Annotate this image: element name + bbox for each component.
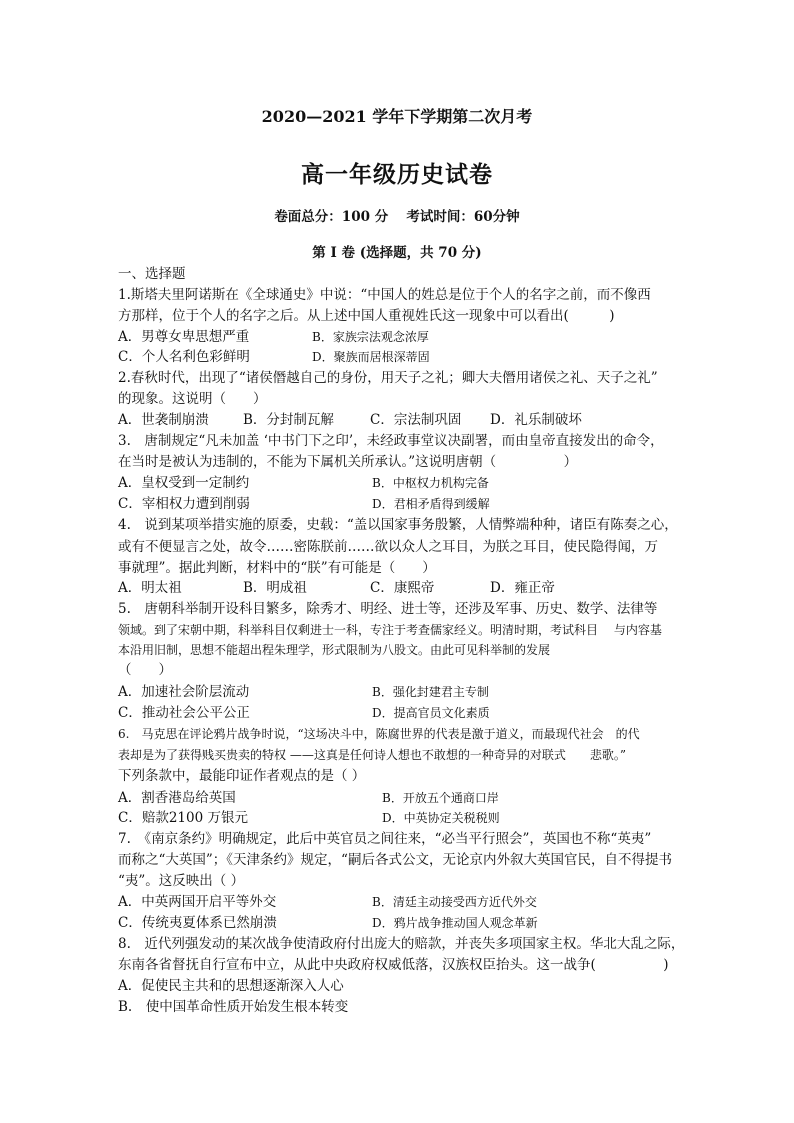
question-stem-line: 4. 说到某项举措实施的原委，史载：“盖以国家事务殷繁，人情弊端种种，诸臣有陈奏之心，: [118, 517, 678, 533]
question-stem-line: 本沿用旧制，思想不能超出程朱理学，形式限制为八股文。由此可见科举制的发展: [118, 643, 551, 657]
question-stem-line: 表却是为了获得贱买贵卖的特权 ——这真是任何诗人想也不敢想的一种奇异的对联式 悲歌。”: [118, 748, 626, 762]
question-stem-line: 5. 唐朝科举制开设科目繁多，除秀才、明经、进士等，还涉及军事、历史、数学、法律等: [118, 601, 658, 617]
option-d: D．提高官员文化素质: [372, 706, 490, 720]
option-d: D．鸦片战争推动国人观念革新: [372, 916, 538, 930]
option-c: C．传统夷夏体系已然崩溃: [118, 915, 277, 931]
question-stem-line: 8. 近代列强发动的某次战争使清政府付出庞大的赔款，并丧失多项国家主权。华北大乱之际，: [118, 936, 685, 952]
option-d: D．君相矛盾得到缓解: [372, 497, 490, 511]
option-b: B．开放五个通商口岸: [382, 791, 499, 805]
option-d: D．聚族而居根深蒂固: [312, 350, 430, 364]
question-stem-line: 东南各省督抚自行宣布中立，从此中央政府权威低落，汉族权臣抬头。这一战争( ): [118, 957, 669, 973]
option-a: A．加速社会阶层流动: [118, 684, 250, 700]
section-heading: 一、选择题: [118, 266, 186, 282]
exam-title: 2020—2021 学年下学期第二次月考: [261, 107, 533, 126]
score-time-info: 卷面总分：100 分 考试时间：60分钟: [274, 209, 520, 225]
option-b: B．强化封建君主专制: [372, 685, 489, 699]
option-c: C．宰相权力遭到削弱: [118, 496, 250, 512]
option-d: D．中英协定关税税则: [382, 811, 500, 825]
option-b: B. 使中国革命性质开始发生根本转变: [118, 999, 349, 1015]
question-stem-line: 1.斯塔夫里阿诺斯在《全球通史》中说：“中国人的姓总是位于个人的名字之前，而不像西: [118, 287, 651, 303]
question-stem-line: 下列条款中，最能印证作者观点的是（ ）: [118, 768, 366, 784]
question-stem-line: 事就理”。据此判断，材料中的“朕”有可能是（ ）: [118, 560, 436, 576]
option-d: D．礼乐制破坏: [490, 412, 582, 428]
part-title: 第 Ⅰ 卷 (选择题，共 70 分): [312, 245, 482, 261]
option-b: B．家族宗法观念浓厚: [312, 330, 429, 344]
option-c: C．赔款2100 万银元: [118, 810, 248, 826]
option-b: B．明成祖: [243, 580, 307, 596]
question-stem-line: 领域。到了宋朝中期，科举科目仅剩进士一科，专注于考查儒家经义。明清时期，考试科目 与内容基: [118, 623, 662, 637]
paper-title: 高一年级历史试卷: [301, 161, 493, 188]
option-a: A．世袭制崩溃: [118, 412, 209, 428]
option-c: C．宗法制巩固: [370, 412, 462, 428]
option-c: C．个人名利色彩鲜明: [118, 349, 250, 365]
option-a: A．皇权受到一定制约: [118, 475, 250, 491]
option-a: A．男尊女卑思想严重: [118, 329, 250, 345]
question-stem-line: 2.春秋时代，出现了“诸侯僭越自己的身份，用天子之礼；卿大夫僭用诸侯之礼、天子之礼”: [118, 370, 658, 386]
question-stem-line: 6. 马克思在评论鸦片战争时说，“这场决斗中，陈腐世界的代表是激于道义，而最现代社会 的代: [118, 727, 640, 741]
question-stem-line: 7. 《南京条约》明确规定，此后中英官员之间往来，“必当平行照会”，英国也不称“英夷”: [118, 831, 652, 847]
option-c: C．推动社会公平公正: [118, 705, 250, 721]
option-d: D．雍正帝: [490, 580, 555, 596]
option-a: A．促使民主共和的思想逐渐深入人心: [118, 978, 344, 994]
option-b: B．中枢权力机构完备: [372, 476, 489, 490]
option-a: A．中英两国开启平等外交: [118, 894, 277, 910]
question-stem-line: 或有不便显言之处，故令……密陈朕前……欲以众人之耳目，为朕之耳目，使民隐得闻，万: [118, 539, 658, 555]
option-c: C．康熙帝: [370, 580, 435, 596]
question-stem-line: 的现象。这说明（ ）: [118, 391, 267, 407]
question-stem-line: （ ）: [118, 662, 172, 678]
option-a: A．明太祖: [118, 580, 182, 596]
question-stem-line: 方那样，位于个人的名字之后。从上述中国人重视姓氏这一现象中可以看出( ): [118, 308, 615, 324]
question-stem-line: “夷”。这反映出（ ）: [118, 873, 245, 889]
question-stem-line: 而称之“大英国”；《天津条约》规定，“嗣后各式公文，无论京内外叙大英国官民，自不得提书: [118, 852, 672, 868]
question-stem-line: 在当时是被认为违制的，不能为下属机关所承认。”这说明唐朝（ ）: [118, 454, 578, 470]
option-b: B．清廷主动接受西方近代外交: [372, 895, 537, 909]
option-b: B．分封制瓦解: [243, 412, 334, 428]
option-a: A．割香港岛给英国: [118, 790, 236, 806]
question-stem-line: 3. 唐制规定“凡未加盖 ‘中书门下之印’，未经政事堂议决副署，而由皇帝直接发出的命令，: [118, 433, 664, 449]
